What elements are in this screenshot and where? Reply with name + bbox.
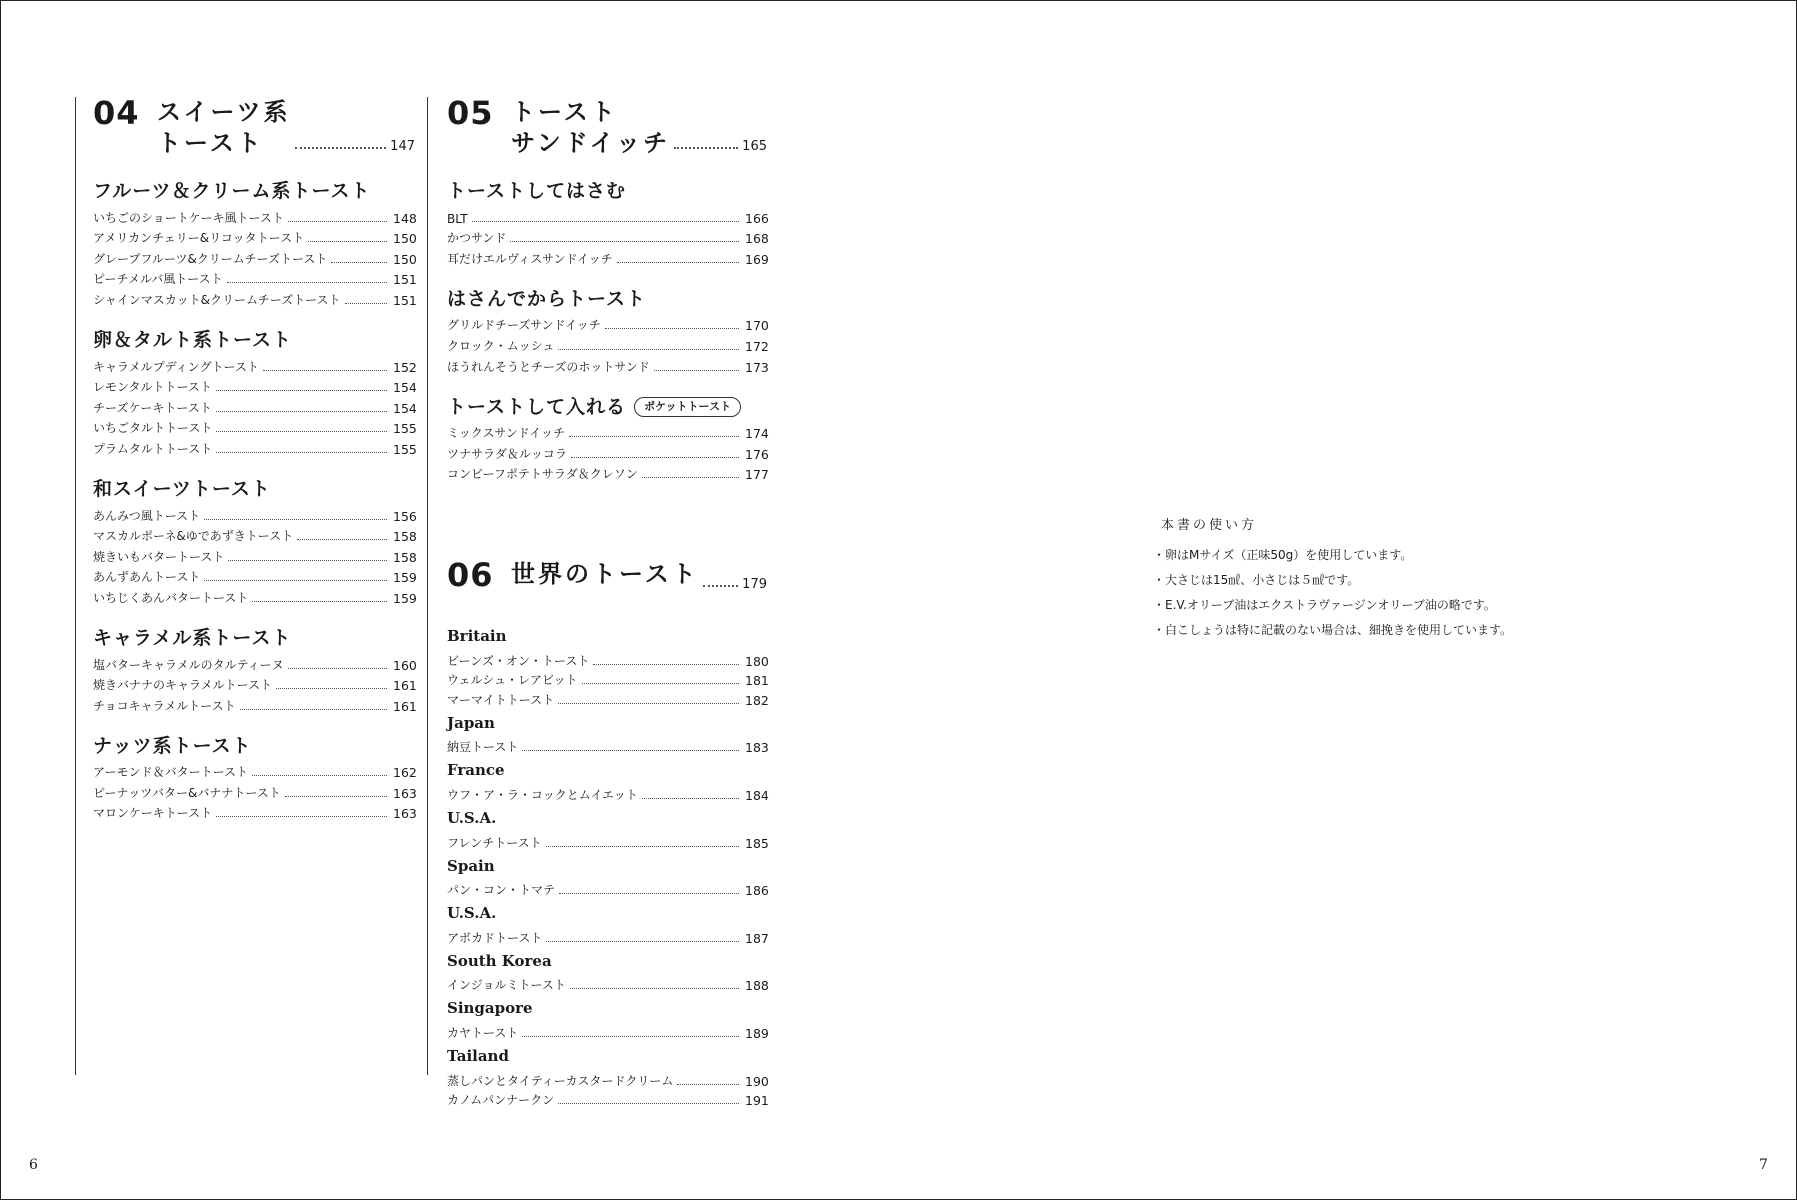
chapter-title bbox=[157, 97, 291, 159]
entry-page: 184 bbox=[745, 787, 769, 803]
toc-entry bbox=[447, 354, 767, 375]
entry-page: 155 bbox=[393, 441, 417, 457]
leader-dots bbox=[642, 477, 739, 478]
entry-page: 177 bbox=[745, 467, 769, 483]
entry-title: ほうれんそうとチーズのホットサンド bbox=[447, 359, 650, 374]
entry-title: グレープフルーツ&クリームチーズトースト bbox=[93, 251, 328, 266]
section-badge: ポケットトースト bbox=[634, 397, 741, 417]
entry-page: 154 bbox=[393, 400, 417, 416]
toc-entry bbox=[93, 436, 415, 457]
toc-entry bbox=[93, 354, 415, 375]
section-title-text: ナッツ系トースト bbox=[93, 734, 252, 757]
entry-title: ピーチメルバ風トースト bbox=[93, 272, 223, 287]
entry-title: 納豆トースト bbox=[447, 740, 519, 755]
leader-dots bbox=[677, 1084, 739, 1085]
toc-entry bbox=[93, 693, 415, 714]
country-label: Japan bbox=[447, 713, 495, 732]
country-label: U.S.A. bbox=[447, 808, 497, 827]
toc-entry bbox=[93, 287, 415, 308]
leader-dots bbox=[216, 816, 387, 817]
leader-dots bbox=[227, 282, 387, 283]
usage-items bbox=[1153, 543, 1573, 643]
leader-dots bbox=[571, 457, 739, 458]
usage-title: 本書の使い方 bbox=[1161, 518, 1258, 533]
leader-dots bbox=[617, 262, 739, 263]
entry-title: ウェルシュ・レアビット bbox=[447, 673, 578, 688]
entry-page: 156 bbox=[393, 508, 417, 524]
entry-title: クロック・ムッシュ bbox=[447, 338, 555, 353]
entry-page: 176 bbox=[745, 446, 769, 462]
section-title bbox=[93, 732, 415, 760]
leader-dots bbox=[297, 539, 387, 540]
toc-section bbox=[447, 393, 767, 483]
entry-page: 169 bbox=[745, 251, 769, 267]
usage-item: ・E.V.オリーブ油はエクストラヴァージンオリーブ油の略です。 bbox=[1153, 598, 1496, 612]
section-title-text: キャラメル系トースト bbox=[93, 626, 292, 649]
entry-title: チョコキャラメルトースト bbox=[93, 698, 236, 713]
chapter-04-sections bbox=[93, 177, 415, 821]
leader-dots bbox=[522, 750, 739, 751]
toc-entry bbox=[93, 652, 415, 673]
toc-entry bbox=[93, 205, 415, 226]
country-label: South Korea bbox=[447, 951, 552, 970]
entry-title: 焼きいもバタートースト bbox=[93, 549, 225, 564]
chapter-04-heading bbox=[93, 94, 415, 159]
country-group bbox=[447, 1045, 767, 1108]
entry-page: 162 bbox=[393, 765, 417, 781]
entry-title: アメリカンチェリー&リコッタトースト bbox=[93, 231, 305, 246]
entry-page: 180 bbox=[745, 653, 769, 669]
entry-title: フレンチトースト bbox=[447, 835, 542, 850]
entry-page: 161 bbox=[393, 678, 417, 694]
entry-title: カノムパンナークン bbox=[447, 1093, 555, 1108]
leader-dots bbox=[288, 221, 387, 222]
entry-page: 181 bbox=[745, 673, 769, 689]
entry-title: かつサンド bbox=[447, 231, 507, 246]
country-group bbox=[447, 950, 767, 994]
leader-dots bbox=[546, 846, 739, 847]
country-group bbox=[447, 625, 767, 708]
entry-title: ピーナッツバター&バナナトースト bbox=[93, 785, 281, 800]
section-title-text: 卵＆タルト系トースト bbox=[93, 328, 293, 351]
leader-dots bbox=[216, 411, 387, 412]
leader-dots bbox=[674, 147, 738, 149]
country-group bbox=[447, 997, 767, 1041]
toc-section bbox=[447, 285, 767, 375]
toc-entry bbox=[93, 673, 415, 694]
leader-dots bbox=[558, 703, 739, 704]
country-label: Spain bbox=[447, 856, 495, 875]
leader-dots bbox=[472, 221, 739, 222]
entry-title: グリルドチーズサンドイッチ bbox=[447, 318, 601, 333]
leader-dots bbox=[216, 431, 387, 432]
entry-title: アボカドトースト bbox=[447, 930, 543, 945]
chapter-05-heading bbox=[447, 94, 767, 159]
entry-page: 158 bbox=[393, 529, 417, 545]
leader-dots bbox=[654, 370, 739, 371]
leader-dots bbox=[522, 1036, 739, 1037]
page-number-right: 7 bbox=[1759, 1157, 1768, 1173]
leader-dots bbox=[605, 328, 739, 329]
entry-page: 154 bbox=[393, 380, 417, 396]
entry-page: 161 bbox=[393, 698, 417, 714]
entry-page: 163 bbox=[393, 806, 417, 822]
entry-title: マーマイトトースト bbox=[447, 692, 555, 707]
entry-title: プラムタルトトースト bbox=[93, 441, 213, 456]
leader-dots bbox=[642, 798, 739, 799]
leader-dots bbox=[228, 560, 387, 561]
entry-page: 172 bbox=[745, 338, 769, 354]
entry-title: いちじくあんバタートースト bbox=[93, 590, 249, 605]
chapter-06-heading bbox=[447, 556, 767, 611]
chapter-number: 05 bbox=[447, 94, 494, 132]
leader-dots bbox=[510, 241, 739, 242]
entry-title: 塩バターキャラメルのタルティーヌ bbox=[93, 657, 284, 672]
chapter-number: 06 bbox=[447, 556, 494, 594]
usage-item: ・白こしょうは特に記載のない場合は、細挽きを使用しています。 bbox=[1153, 623, 1513, 637]
leader-dots bbox=[569, 436, 739, 437]
toc-entry bbox=[93, 565, 415, 586]
entry-page: 163 bbox=[393, 785, 417, 801]
entry-title: インジョルミトースト bbox=[447, 978, 566, 993]
chapter-title bbox=[511, 97, 670, 159]
toc-entry bbox=[447, 313, 767, 334]
section-title-text: フルーツ＆クリーム系トースト bbox=[93, 180, 371, 202]
toc-entry bbox=[93, 503, 415, 524]
leader-dots bbox=[288, 668, 387, 669]
section-title bbox=[93, 475, 415, 503]
leader-dots bbox=[345, 303, 387, 304]
toc-entry bbox=[447, 736, 767, 756]
leader-dots bbox=[285, 796, 387, 797]
toc-entry bbox=[93, 780, 415, 801]
entry-title: あんずあんトースト bbox=[93, 570, 201, 585]
leader-dots bbox=[308, 241, 387, 242]
entry-title: 蒸しパンとタイティーカスタードクリーム bbox=[447, 1073, 674, 1088]
toc-entry bbox=[93, 375, 415, 396]
leader-dots bbox=[295, 147, 387, 149]
toc-entry bbox=[93, 544, 415, 565]
entry-page: 159 bbox=[393, 570, 417, 586]
chapter-title-line2: サンドイッチ bbox=[511, 129, 671, 157]
toc-entry bbox=[447, 974, 767, 994]
leader-dots bbox=[570, 988, 739, 989]
chapter-06-groups bbox=[447, 625, 767, 1108]
section-title bbox=[93, 624, 415, 652]
entry-title: ミックスサンドイッチ bbox=[447, 426, 565, 441]
chapter-page: 165 bbox=[742, 139, 767, 154]
chapter-06-block bbox=[447, 556, 769, 1112]
leader-dots bbox=[216, 390, 387, 391]
toc-entry bbox=[447, 333, 767, 354]
toc-section bbox=[93, 624, 415, 714]
entry-page: 158 bbox=[393, 549, 417, 565]
entry-page: 150 bbox=[393, 231, 417, 247]
leader-dots bbox=[204, 519, 387, 520]
entry-page: 189 bbox=[745, 1025, 769, 1041]
section-title bbox=[447, 177, 767, 205]
toc-entry bbox=[447, 831, 767, 851]
country-group bbox=[447, 855, 767, 899]
entry-page: 150 bbox=[393, 251, 417, 267]
entry-title: ビーンズ・オン・トースト bbox=[447, 653, 590, 668]
section-title-text: トーストしてはさむ bbox=[447, 180, 627, 202]
entry-title: コンビーフポテトサラダ＆クレソン bbox=[447, 467, 638, 482]
leader-dots bbox=[331, 262, 387, 263]
toc-entry bbox=[93, 395, 415, 416]
page-number-left: 6 bbox=[29, 1157, 38, 1173]
section-title bbox=[447, 393, 767, 421]
toc-entry bbox=[447, 441, 767, 462]
toc-entry bbox=[93, 760, 415, 781]
entry-title: チーズケーキトースト bbox=[93, 400, 212, 415]
entry-page: 173 bbox=[745, 359, 769, 375]
toc-entry bbox=[447, 462, 767, 483]
usage-item: ・卵はMサイズ（正味50g）を使用しています。 bbox=[1153, 548, 1413, 562]
country-group bbox=[447, 902, 767, 946]
entry-page: 191 bbox=[745, 1093, 769, 1109]
country-label: Britain bbox=[447, 627, 507, 645]
country-label: Tailand bbox=[447, 1046, 509, 1065]
section-title bbox=[93, 177, 415, 205]
section-title-text: はさんでからトースト bbox=[447, 287, 647, 310]
leader-dots bbox=[204, 580, 387, 581]
leader-dots bbox=[240, 709, 387, 710]
leader-dots bbox=[216, 452, 387, 453]
entry-page: 148 bbox=[393, 210, 417, 226]
toc-entry bbox=[447, 421, 767, 442]
toc-entry bbox=[447, 205, 767, 226]
leader-dots bbox=[558, 349, 739, 350]
entry-page: 185 bbox=[745, 835, 769, 851]
leader-dots bbox=[252, 601, 387, 602]
leader-dots bbox=[546, 941, 739, 942]
entry-page: 155 bbox=[393, 421, 417, 437]
toc-entry bbox=[93, 801, 415, 822]
chapter-title: 世界のトースト bbox=[511, 560, 699, 588]
country-group bbox=[447, 712, 767, 756]
leader-dots bbox=[276, 688, 387, 689]
chapter-page: 147 bbox=[390, 139, 415, 154]
toc-entry bbox=[447, 226, 767, 247]
toc-section bbox=[93, 732, 415, 822]
leader-dots bbox=[582, 683, 739, 684]
entry-page: 151 bbox=[393, 272, 417, 288]
toc-section bbox=[447, 177, 767, 267]
entry-page: 174 bbox=[745, 426, 769, 442]
toc-entry bbox=[447, 246, 767, 267]
chapter-number: 04 bbox=[93, 94, 140, 132]
leader-dots bbox=[263, 370, 387, 371]
entry-title: ウフ・ア・ラ・コックとムイエット bbox=[447, 787, 638, 802]
country-group bbox=[447, 807, 767, 851]
chapter-page: 179 bbox=[742, 577, 767, 592]
toc-entry bbox=[93, 246, 415, 267]
country-label: U.S.A. bbox=[447, 904, 497, 923]
usage-item: ・大さじは15㎖、小さじは５㎖です。 bbox=[1153, 573, 1360, 587]
entry-page: 152 bbox=[393, 359, 417, 375]
chapter-leader bbox=[670, 139, 767, 154]
entry-page: 186 bbox=[745, 883, 769, 899]
toc-section bbox=[93, 326, 415, 457]
toc-entry bbox=[93, 524, 415, 545]
toc-entry bbox=[447, 1089, 767, 1109]
toc-entry bbox=[93, 585, 415, 606]
toc-entry bbox=[447, 669, 767, 689]
entry-title: あんみつ風トースト bbox=[93, 508, 201, 523]
toc-entry bbox=[447, 926, 767, 946]
entry-page: 182 bbox=[745, 692, 769, 708]
entry-page: 159 bbox=[393, 590, 417, 606]
leader-dots bbox=[593, 664, 739, 665]
entry-title: 耳だけエルヴィスサンドイッチ bbox=[447, 251, 613, 266]
section-title-text: 和スイーツトースト bbox=[93, 477, 271, 500]
toc-section bbox=[93, 475, 415, 606]
entry-page: 160 bbox=[393, 657, 417, 673]
chapter-title-line2: トースト bbox=[157, 129, 264, 157]
toc-entry bbox=[447, 1021, 767, 1041]
country-label: Singapore bbox=[447, 999, 533, 1018]
leader-dots bbox=[703, 585, 738, 587]
entry-page: 170 bbox=[745, 318, 769, 334]
chapter-04-column bbox=[75, 94, 417, 1075]
entry-title: 焼きバナナのキャラメルトースト bbox=[93, 678, 273, 693]
chapter-title-line1: スイーツ系 bbox=[157, 98, 291, 126]
entry-page: 188 bbox=[745, 978, 769, 994]
leader-dots bbox=[559, 893, 739, 894]
entry-title: シャインマスカット&クリームチーズトースト bbox=[93, 292, 341, 307]
toc-entry bbox=[93, 416, 415, 437]
section-title-text: トーストして入れる bbox=[447, 395, 627, 418]
entry-title: アーモンド＆バタートースト bbox=[93, 765, 249, 780]
entry-page: 187 bbox=[745, 930, 769, 946]
leader-dots bbox=[558, 1103, 739, 1104]
entry-title: マロンケーキトースト bbox=[93, 806, 213, 821]
chapter-05-sections bbox=[447, 177, 767, 482]
usage-notes bbox=[1153, 514, 1573, 643]
country-label: France bbox=[447, 761, 505, 780]
entry-page: 168 bbox=[745, 231, 769, 247]
toc-entry bbox=[447, 783, 767, 803]
toc-section bbox=[93, 177, 415, 308]
entry-title: ツナサラダ＆ルッコラ bbox=[447, 446, 567, 461]
entry-title: いちごのショートケーキ風トースト bbox=[93, 210, 284, 225]
chapter-leader bbox=[291, 139, 415, 154]
toc-entry bbox=[447, 649, 767, 669]
entry-title: BLT bbox=[447, 211, 468, 226]
entry-page: 151 bbox=[393, 292, 417, 308]
entry-title: マスカルポーネ&ゆであずきトースト bbox=[93, 529, 294, 544]
entry-title: カヤトースト bbox=[447, 1025, 519, 1040]
chapter-title-line1: トースト bbox=[511, 98, 618, 126]
entry-page: 183 bbox=[745, 740, 769, 756]
entry-page: 166 bbox=[745, 210, 769, 226]
country-group bbox=[447, 759, 767, 803]
section-title bbox=[447, 285, 767, 313]
toc-entry bbox=[447, 688, 767, 708]
toc-entry bbox=[93, 226, 415, 247]
toc-entry bbox=[93, 267, 415, 288]
section-title bbox=[93, 326, 415, 354]
chapter-leader bbox=[699, 577, 767, 592]
entry-title: パン・コン・トマテ bbox=[447, 883, 556, 898]
toc-entry bbox=[447, 879, 767, 899]
entry-title: レモンタルトトースト bbox=[93, 380, 212, 395]
toc-entry bbox=[447, 1069, 767, 1089]
entry-page: 190 bbox=[745, 1073, 769, 1089]
leader-dots bbox=[252, 775, 387, 776]
entry-title: キャラメルプディングトースト bbox=[93, 359, 259, 374]
entry-title: いちごタルトトースト bbox=[93, 421, 213, 436]
